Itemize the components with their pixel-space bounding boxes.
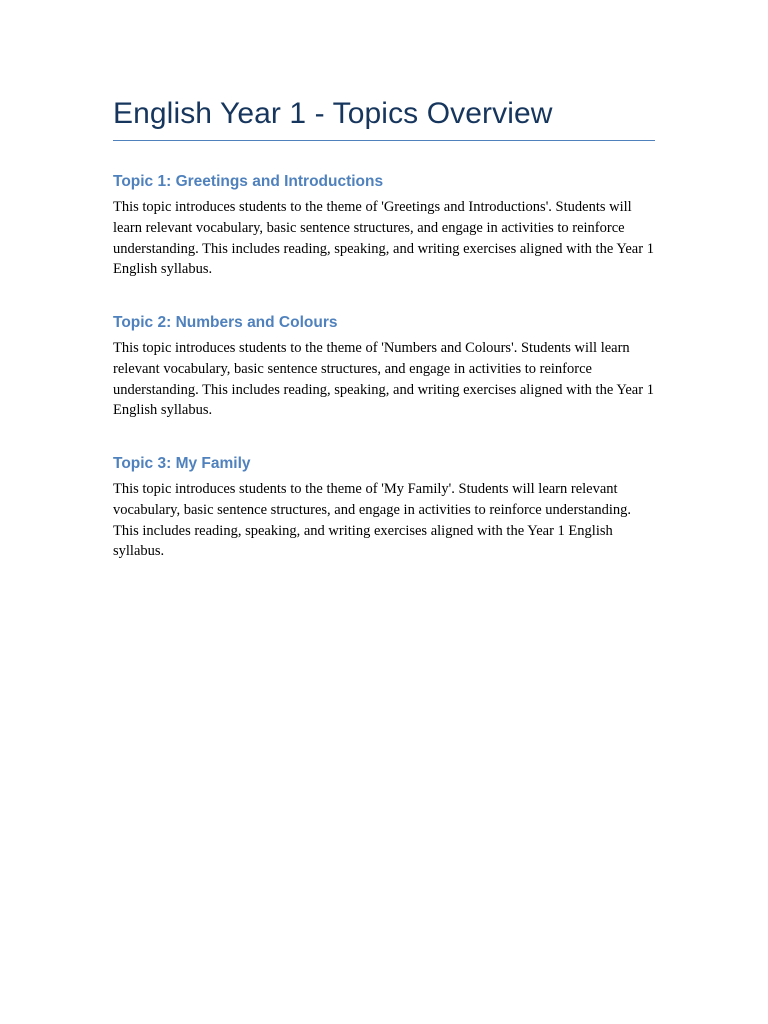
topic-section-greetings bbox=[113, 172, 655, 280]
topic-heading: Topic 1: Greetings and Introductions bbox=[113, 173, 384, 190]
document-content bbox=[113, 94, 655, 562]
topic-description: This topic introduces students to the theme of 'My Family'. Students will learn relevant vocabulary, basic sentence structures, and engage in activities to reinforce understanding. This includes reading, speaking, and writing exercises aligned with the Year 1 English syllabus. bbox=[113, 481, 632, 560]
topic-section-my-family bbox=[113, 454, 655, 562]
topic-description: This topic introduces students to the theme of 'Greetings and Introductions'. Students will learn relevant vocabulary, basic sentence structures, and engage in activities to reinforce understanding. This includes reading, speaking, and writing exercises aligned with the Year 1 English syllabus. bbox=[113, 199, 654, 278]
topic-description: This topic introduces students to the theme of 'Numbers and Colours'. Students will learn relevant vocabulary, basic sentence structures, and engage in activities to reinforce understanding. This includes reading, speaking, and writing exercises aligned with the Year 1 English syllabus. bbox=[113, 340, 654, 419]
document-title: English Year 1 - Topics Overview bbox=[113, 97, 553, 130]
topic-heading: Topic 3: My Family bbox=[113, 455, 251, 472]
title-underline-rule bbox=[113, 140, 655, 141]
topic-section-numbers-colours bbox=[113, 313, 655, 421]
topic-heading: Topic 2: Numbers and Colours bbox=[113, 314, 338, 331]
